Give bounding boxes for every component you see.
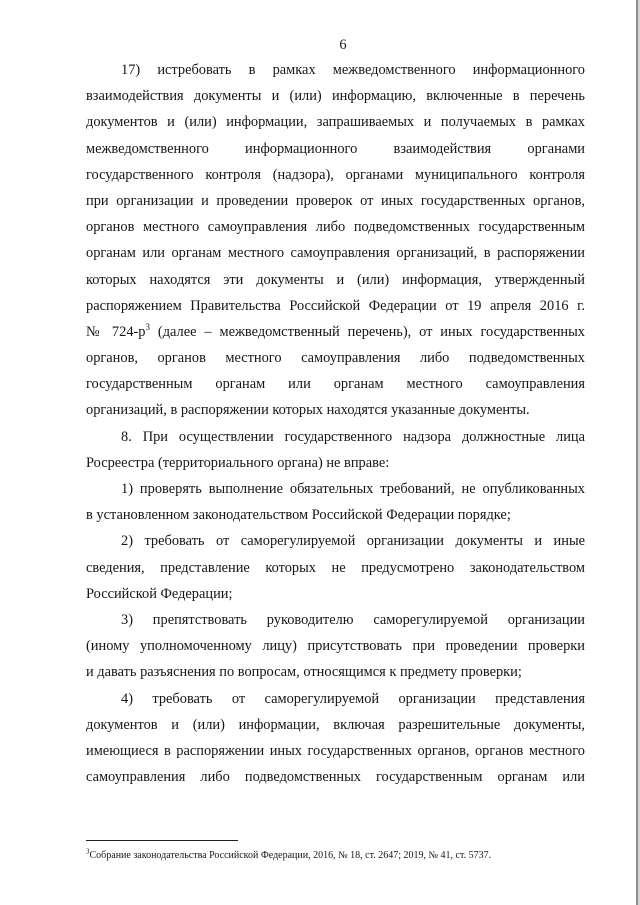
text-line: имеющиеся в распоряжении иных государственных органов, органов местного <box>86 742 585 759</box>
text-line: в установленном законодательством Российской Федерации порядке; <box>86 507 511 524</box>
text-line: которых находятся эти документы и (или) информация, утвержденный <box>86 271 585 288</box>
paragraph-item-8 <box>86 424 585 476</box>
text-line: и давать разъяснения по вопросам, относящимся к предмету проверки; <box>86 664 522 681</box>
footnote-reference: 3 <box>145 322 151 333</box>
text-line: документов и (или) информации, включая разрешительные документы, <box>86 716 585 733</box>
document-body <box>86 57 585 790</box>
footnote <box>86 849 585 863</box>
paragraph-subitem-1 <box>86 476 585 528</box>
page-number: 6 <box>339 37 347 53</box>
text-line: Росреестра (территориального органа) не вправе: <box>86 454 390 471</box>
text-line: организаций, в распоряжении которых находятся указанные документы. <box>86 402 530 419</box>
text-fragment: (далее – межведомственный перечень), от иных государственных <box>150 323 586 340</box>
text-line: межведомственного информационного взаимодействия органами <box>86 140 585 157</box>
paragraph-subitem-4 <box>86 686 585 791</box>
text-line: (иному уполномоченному лицу) присутствовать при проведении проверки <box>86 638 585 655</box>
footnote-text: Собрание законодательства Российской Федерации, 2016, № 18, ст. 2647; 2019, № 41, ст. 5737. <box>89 850 492 861</box>
text-fragment: № 724-р <box>86 323 146 340</box>
text-line: взаимодействия документы и (или) информацию, включенные в перечень <box>86 88 585 105</box>
text-line: при организации и проведении проверок от иных государственных органов, <box>86 192 585 209</box>
footnote-marker: 3 <box>86 847 90 856</box>
paragraph-subitem-3 <box>86 607 585 686</box>
footnote-divider <box>86 840 238 841</box>
text-line: 17) истребовать в рамках межведомственного информационного <box>121 62 585 78</box>
text-line: органов, органов местного самоуправления либо подведомственных <box>86 350 585 367</box>
text-line: 1) проверять выполнение обязательных требований, не опубликованных <box>121 481 585 497</box>
paragraph-subitem-2 <box>86 528 585 607</box>
scan-edge-line <box>636 0 638 905</box>
text-line: 2) требовать от саморегулируемой организации документы и иные <box>121 533 585 550</box>
text-line: 8. При осуществлении государственного надзора должностные лица <box>121 428 585 445</box>
text-line: самоуправления либо подведомственных государственным органам или <box>86 769 585 786</box>
text-line: государственным органам или органам местного самоуправления <box>86 376 585 393</box>
text-line: Российской Федерации; <box>86 585 233 602</box>
text-line: органов местного самоуправления либо подведомственных государственным <box>86 219 585 236</box>
text-line: 4) требовать от саморегулируемой организации представления <box>121 690 585 707</box>
text-line: 3) препятствовать руководителю саморегулируемой организации <box>121 611 585 628</box>
text-line: государственного контроля (надзора), органами муниципального контроля <box>86 166 585 183</box>
text-line-with-footnote <box>86 319 585 345</box>
text-line: распоряжением Правительства Российской Федерации от 19 апреля 2016 г. <box>86 297 585 314</box>
text-line: сведения, представление которых не предусмотрено законодательством <box>86 559 585 576</box>
paragraph-item-17 <box>86 57 585 424</box>
text-line: органам или органам местного самоуправления организаций, в распоряжении <box>86 245 585 262</box>
text-line: документов и (или) информации, запрашиваемых и получаемых в рамках <box>86 114 585 131</box>
